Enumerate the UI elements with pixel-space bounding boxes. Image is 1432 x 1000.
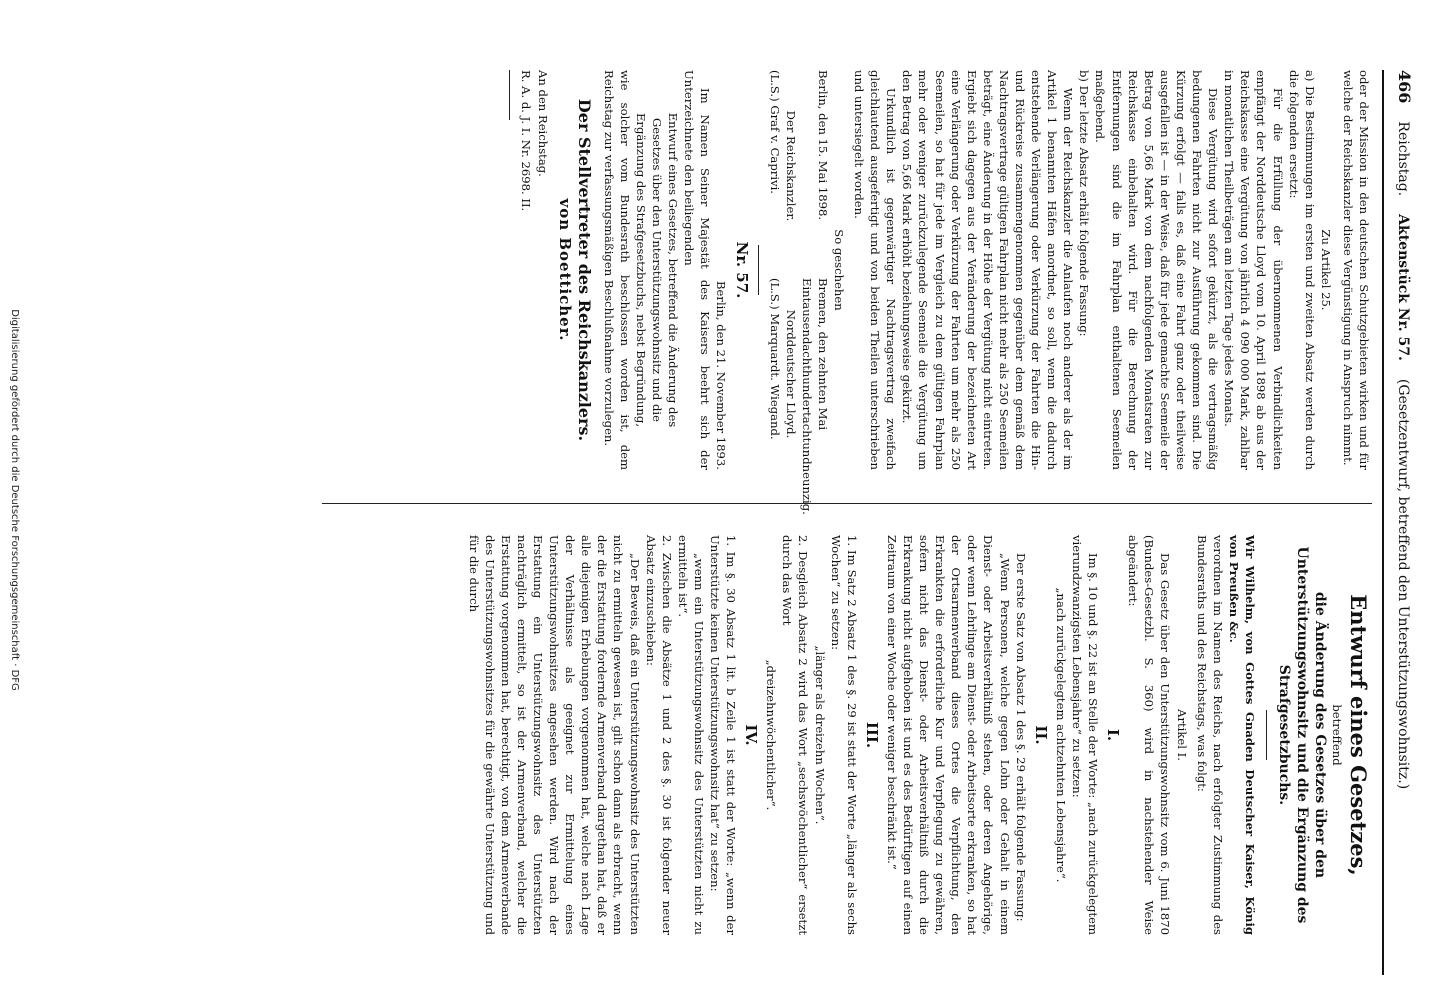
bill-subject: die Änderung des Gesetzes über den Unterstützungswohnsitz und die Ergänzung des Strafgesetzbuchs. [1275, 546, 1328, 924]
right-column [466, 535, 1373, 935]
header-section: Reichstag. [1395, 121, 1411, 197]
list-item: 1. Im Satz 2 Absatz 1 des §. 29 ist statt der Worte „länger als sechs Wochen“ zu setzen: [828, 535, 859, 935]
roman-section-heading: III. [862, 721, 881, 749]
paragraph: oder der Mission in den deutschen Schutzgebieten wirken und für welche der Reichskanzler diese Vergünstigung in Anspruch nimmt. [1340, 70, 1371, 470]
paragraph: Diese Vergütung wird sofort gekürzt, als die vertragsmäßig bedungenen Fahrten nicht zur Ausführung gekommen sind. Die Kürzung erfolgt — falls es, daß eine Fahrt ganz oder theilweise ausgefallen ist — in der Weise, daß für jede gemachte Seemeile der Betrag von 5,66 Mark von dem nachfolgenden Monatsraten zur Reichskasse einbehalten wird. Für die Berechnung der Entfernungen sind die im Fahrplan enthaltenen Seemeilen maßgebend. [1093, 70, 1221, 470]
document-date: Berlin, den 21. November 1893. [714, 281, 729, 470]
signature-places [799, 70, 831, 515]
closing-formula: So geschehen [832, 229, 846, 311]
roman-section-heading: IV. [742, 724, 761, 746]
place-date-left: Berlin, den 15. Mai 1898. [815, 70, 830, 221]
quoted-text: „wenn ein Unterstützungswohnsitz des Unterstützten nicht zu ermitteln ist“. [675, 535, 706, 935]
signer-name: von Boetticher. [555, 198, 574, 342]
reference-number: R. A. d. J. I. Nr. 2698. II. [519, 70, 534, 212]
list-item: 2. Zwischen die Absätze 1 und 2 des §. 30 ist folgender neuer Absatz einzuschieben: [643, 535, 674, 935]
paragraph: „Der Beweis, daß ein Unterstützungswohnsitz des Unterstützten nicht zu ermitteln gewesen ist, gilt schon dann als erbracht, wenn der die Erstattung fordernde Armenverband dargethan hat, daß er alle diejenigen Erhebungen vorgenommen hat, welche nach Lage der Verhältnisse als geeignet zur Ermittelung eines Unterstützungswohnsitzes angesehen werden. Wird nach der Erstattung ein Unterstützungswohnsitz des Unterstützten nachträglich ermittelt, so ist der Armenverband, welcher die Erstattung vorgenommen hat, berechtigt, von dem Armenverbande des Unterstützungswohnsitzes für die gewährte Unterstützung und für die durch [466, 535, 642, 935]
paragraph: Der erste Satz von Absatz 1 des §. 29 erhält folgende Fassung: [1013, 553, 1028, 922]
paragraph: verordnen im Namen des Reichs, nach erfolgter Zustimmung des Bundesraths und des Reichstags, was folgt: [1194, 535, 1225, 935]
document-number: Nr. 57. [732, 241, 751, 299]
list-item: 1. Im §. 30 Absatz 1 lit. b Zeile 1 ist statt der Worte: „wenn der Unterstützte keinen Unterstützungswohnsitz hat“ zu setzen: [708, 535, 739, 935]
paragraph: Für die Erfüllung der übernommenen Verbindlichkeiten empfängt der Norddeutsche Lloyd vom 10. April 1898 ab aus der Reichskasse eine Vergütung von jährlich 4 090 000 Mark, zahlbar in monatlichen Theilbeträgen am letzten Tage jedes Monats. [1222, 70, 1285, 470]
digitization-credit: Digitalisierung gefördert durch die Deutsche Forschungsgemeinschaft · DFG [9, 309, 20, 691]
signatory-titles [783, 70, 799, 470]
list-item: 2. Desgleich Absatz 2 wird das Wort „sechswöchentlicher“ ersetzt durch das Wort [780, 535, 811, 935]
place-date-right: Bremen, den zehnten Mai Eintausendachthundertachtundneunzig. [799, 278, 830, 515]
paragraph: Das Gesetz über den Unterstützungswohnsitz vom 6. Juni 1870 (Bundes-Gesetzbl. S. 360) wird in nachstehender Weise abgeändert: [1126, 535, 1173, 935]
header-piece: Aktenstück Nr. 57. [1395, 214, 1411, 361]
signatures [767, 70, 783, 470]
left-column [501, 70, 1372, 515]
paragraph: Wenn der Reichskanzler die Anlaufen noch anderer als der im Artikel 1 benannten Häfen anordnet, so soll, wenn die dadurch entstehende Verlängerung oder Verkürzung der Fahrten die Hin- und Rückreise zusammengenommen gegenüber dem gemäß dem Nachtragsvertrage gültigen Fahrplan nicht mehr als 250 Seemeilen beträgt, eine Änderung in der Höhe der Vergütung nicht eintreten. Ergiebt sich dagegen aus der Veränderung der bezeichneten Art eine Verlängerung oder Verkürzung der Fahrten um mehr als 250 Seemeilen, so hat für jede im Vergleich zu dem gültigen Fahrplan mehr oder weniger zurückzulegende Seemeile die Vergütung um den Betrag von 5,66 Mark erhöht beziehungsweise gekürzt. [900, 70, 1076, 470]
paragraph: Im Namen Seiner Majestät des Kaisers beehrt sich der Unterzeichnete den beiliegenden [682, 70, 713, 470]
paragraph: wie solcher vom Bundesrath beschlossen worden ist, dem Reichstag zur verfassungsmäßigen Beschlußnahme vorzulegen. [601, 70, 632, 470]
section-divider [758, 245, 759, 295]
list-item: b) Der letzte Absatz erhält folgende Fassung: [1077, 70, 1092, 337]
page-number: 466 [1395, 70, 1414, 104]
running-header [1388, 70, 1414, 970]
article-heading: Zu Artikel 25. [1318, 229, 1333, 311]
paragraph: „Wenn Personen, welche gegen Lohn oder Gehalt in einem Dienst- oder Arbeitsverhältniß stehen, oder deren Angehörige, oder wenn Lehrlinge am Dienst- oder Arbeitsorte erkranken, so hat der Ortsarmenverband dieses Ortes die Verpflichtung, den Erkrankten die erforderliche Kur und Verpflegung zu gewähren, sofern nicht das Dienst- oder Arbeitsverhältniß durch die Erkrankung nicht aufgehoben ist und es des Bedürftigen auf einen Zeitraum von einer Woche oder weniger beschränkt ist.“ [884, 535, 1012, 935]
bill-title: Entwurf eines Gesetzes, [1346, 594, 1371, 876]
bill-title-line: Entwurf eines Gesetzes, betreffend die Änderung des Gesetzes über den Unterstützungswohnsitz und die Ergänzung des Strafgesetzbuchs, nebst Begründung, [633, 112, 681, 428]
column-divider [322, 503, 1372, 504]
article-heading: Artikel I. [1174, 709, 1189, 761]
list-item: a) Die Bestimmungen im ersten und zweiten Absatz werden durch die folgenden ersetzt: [1286, 70, 1317, 470]
header-rule [1382, 70, 1384, 975]
enacting-formula: Wir Wilhelm, von Gottes Gnaden Deutscher Kaiser, König von Preußen &c. [1226, 535, 1257, 935]
signer-title: Der Stellvertreter des Reichskanzlers. [574, 98, 594, 442]
quoted-text: „dreizehnwöchentlicher“. [764, 659, 779, 811]
addressee: An den Reichstag. [535, 70, 550, 177]
paragraph: Urkundlich ist gegenwärtiger Nachtragsvertrag zweifach gleichlautend ausgefertigt und von beiden Theilen unterschrieben und untersiegelt worden. [852, 70, 899, 470]
signature-right: (L.S.) Marquardt. Wiegand. [767, 278, 782, 440]
roman-section-heading: I. [1104, 728, 1123, 742]
paragraph: Im §. 10 und §. 22 ist an Stelle der Worte: „nach zurückgelegtem vierundzwanzigsten Lebensjahre“ zu setzen: [1069, 535, 1101, 935]
header-topic: (Gesetzentwurf, betreffend den Unterstützungswohnsitz.) [1395, 378, 1411, 790]
signatory-title-right: Norddeutscher Lloyd. [783, 309, 798, 439]
roman-section-heading: II. [1031, 725, 1050, 745]
signatory-title-left: Der Reichskanzler. [783, 110, 798, 222]
quoted-text: „nach zurückgelegtem achtzehnten Lebensjahre“. [1053, 587, 1068, 883]
signature-left: (L.S.) Graf v. Caprivi. [767, 70, 782, 194]
closing-rule [509, 70, 510, 120]
title-rule [1266, 710, 1267, 760]
bill-betreffend: betreffend [1330, 704, 1344, 766]
quoted-text: „länger als dreizehn Wochen“. [812, 645, 827, 825]
